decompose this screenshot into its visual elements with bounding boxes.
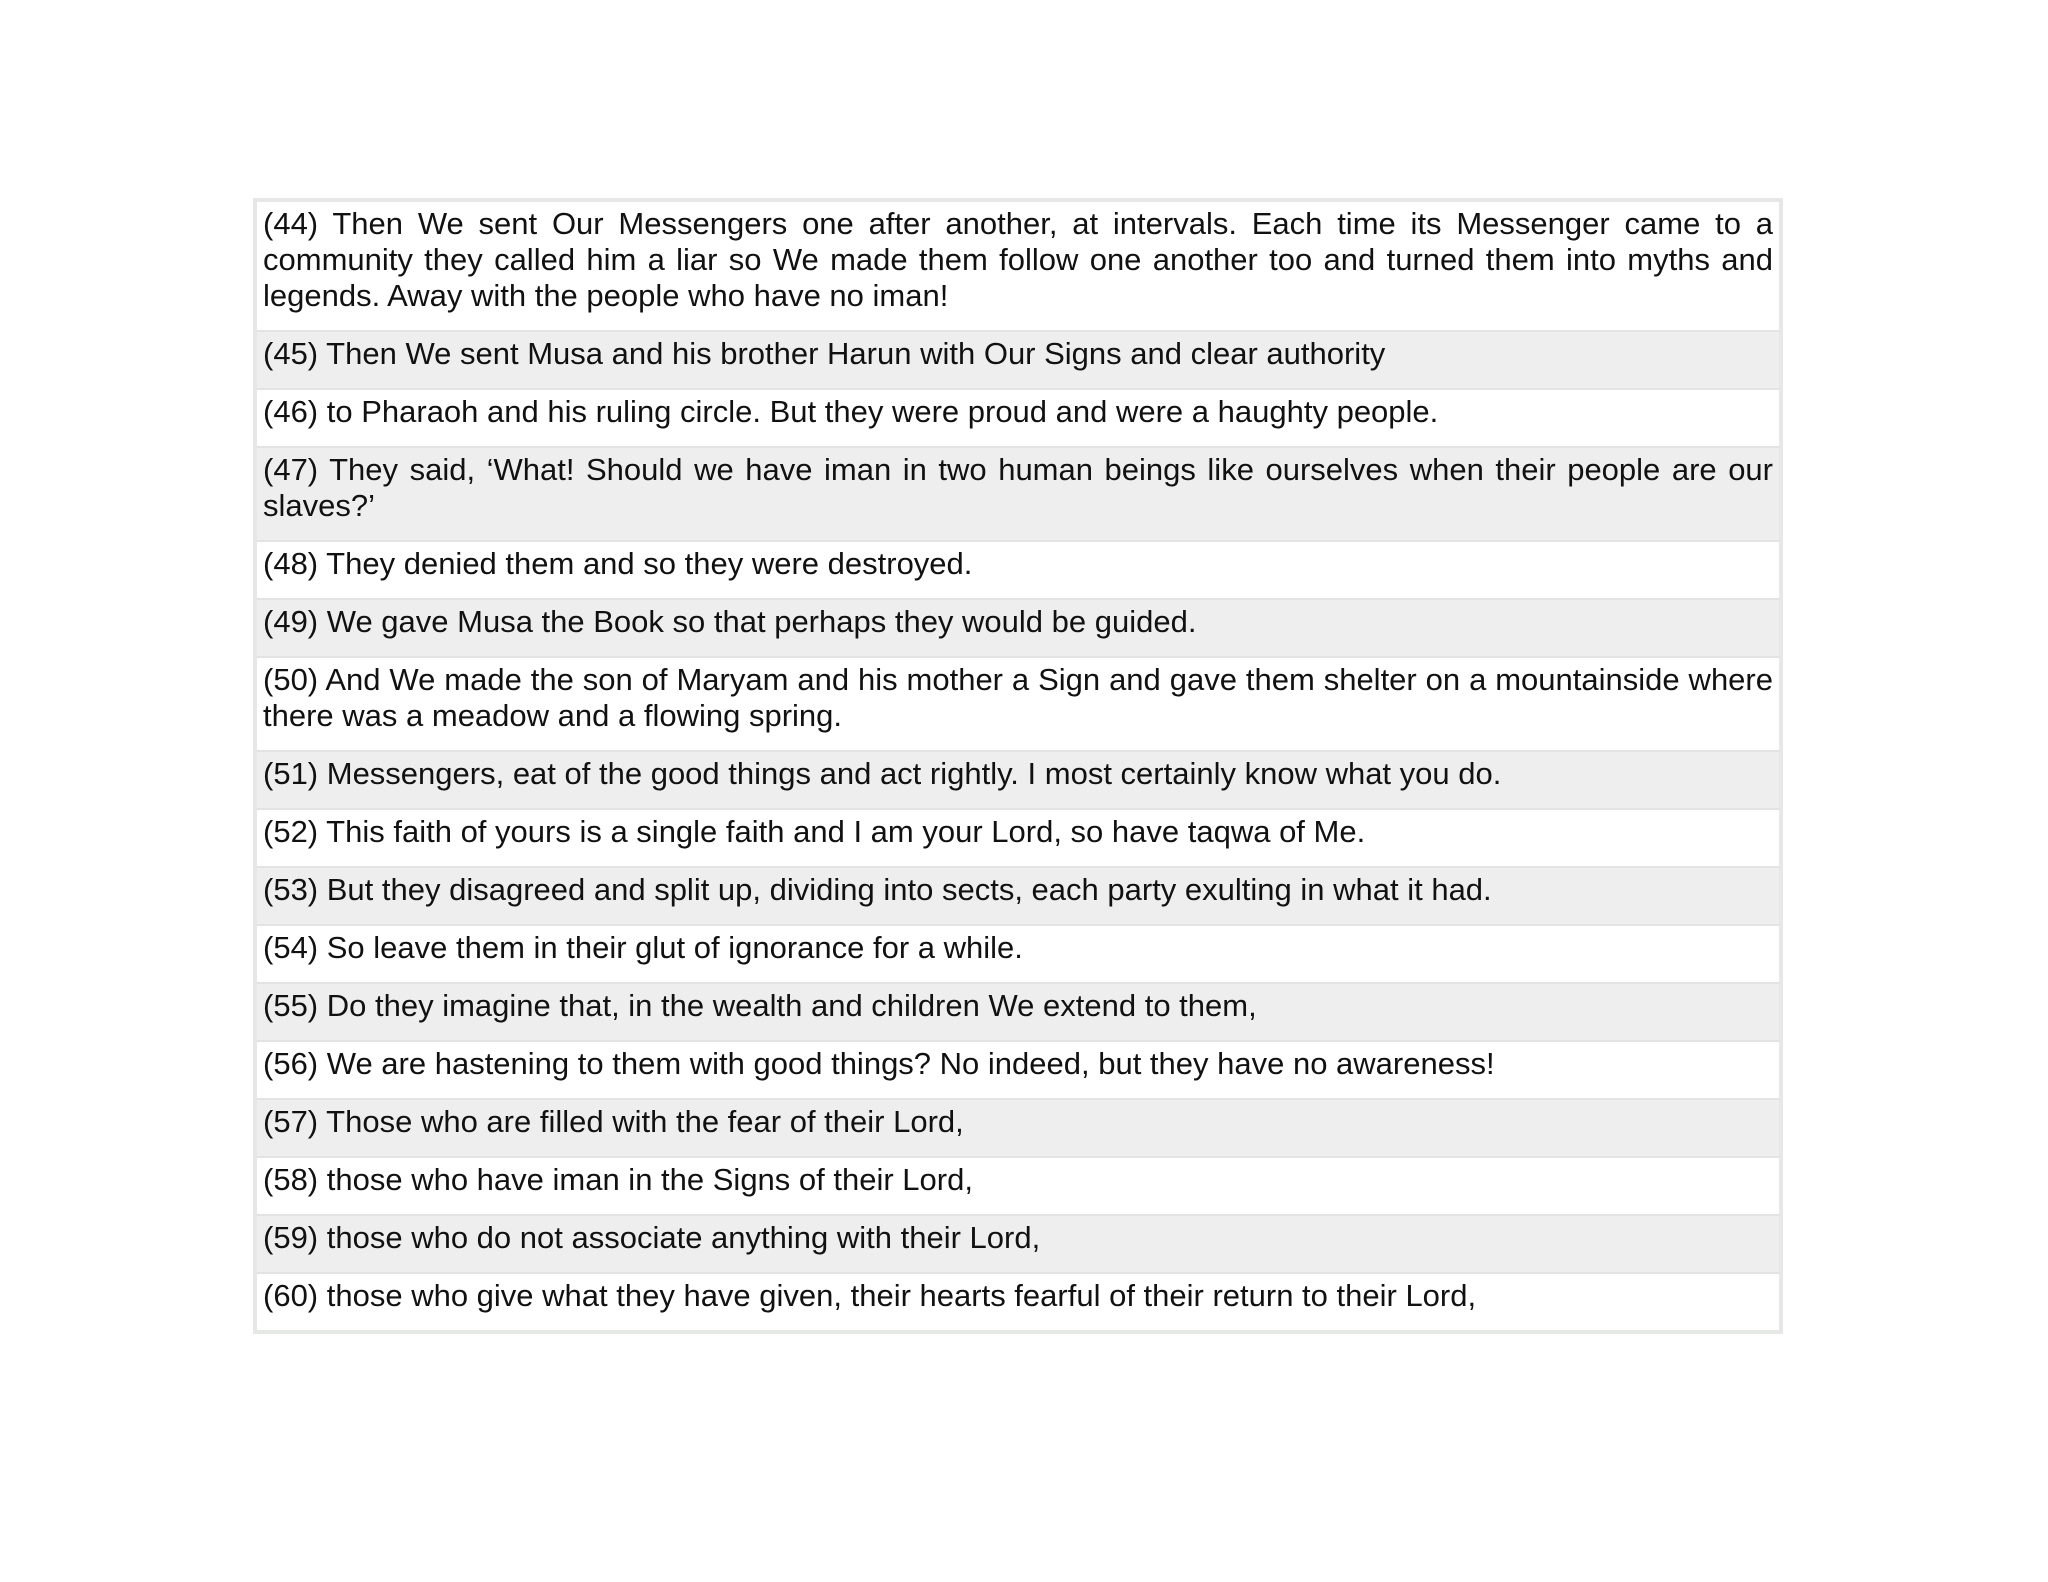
verse-row-44: (44) Then We sent Our Messengers one after another, at intervals. Each time its Messenger came to a community they called him a liar so We made them follow one another too and turned them into myths and legends. Away with the people who have no iman! [257, 202, 1779, 332]
verse-row-56: (56) We are hastening to them with good things? No indeed, but they have no awareness! [257, 1042, 1779, 1100]
verse-row-46: (46) to Pharaoh and his ruling circle. But they were proud and were a haughty people. [257, 390, 1779, 448]
verse-row-58: (58) those who have iman in the Signs of their Lord, [257, 1158, 1779, 1216]
verse-row-53: (53) But they disagreed and split up, dividing into sects, each party exulting in what it had. [257, 868, 1779, 926]
verse-row-54: (54) So leave them in their glut of ignorance for a while. [257, 926, 1779, 984]
verse-row-49: (49) We gave Musa the Book so that perhaps they would be guided. [257, 600, 1779, 658]
verse-row-59: (59) those who do not associate anything with their Lord, [257, 1216, 1779, 1274]
verse-row-47: (47) They said, ‘What! Should we have iman in two human beings like ourselves when their people are our slaves?’ [257, 448, 1779, 542]
verse-row-57: (57) Those who are filled with the fear of their Lord, [257, 1100, 1779, 1158]
verse-row-51: (51) Messengers, eat of the good things and act rightly. I most certainly know what you do. [257, 752, 1779, 810]
verse-row-52: (52) This faith of yours is a single faith and I am your Lord, so have taqwa of Me. [257, 810, 1779, 868]
verse-row-60: (60) those who give what they have given, their hearts fearful of their return to their Lord, [257, 1274, 1779, 1330]
verse-row-45: (45) Then We sent Musa and his brother Harun with Our Signs and clear authority [257, 332, 1779, 390]
verse-row-55: (55) Do they imagine that, in the wealth and children We extend to them, [257, 984, 1779, 1042]
verse-table [253, 198, 1783, 1334]
verse-row-50: (50) And We made the son of Maryam and his mother a Sign and gave them shelter on a mountainside where there was a meadow and a flowing spring. [257, 658, 1779, 752]
verse-row-48: (48) They denied them and so they were destroyed. [257, 542, 1779, 600]
